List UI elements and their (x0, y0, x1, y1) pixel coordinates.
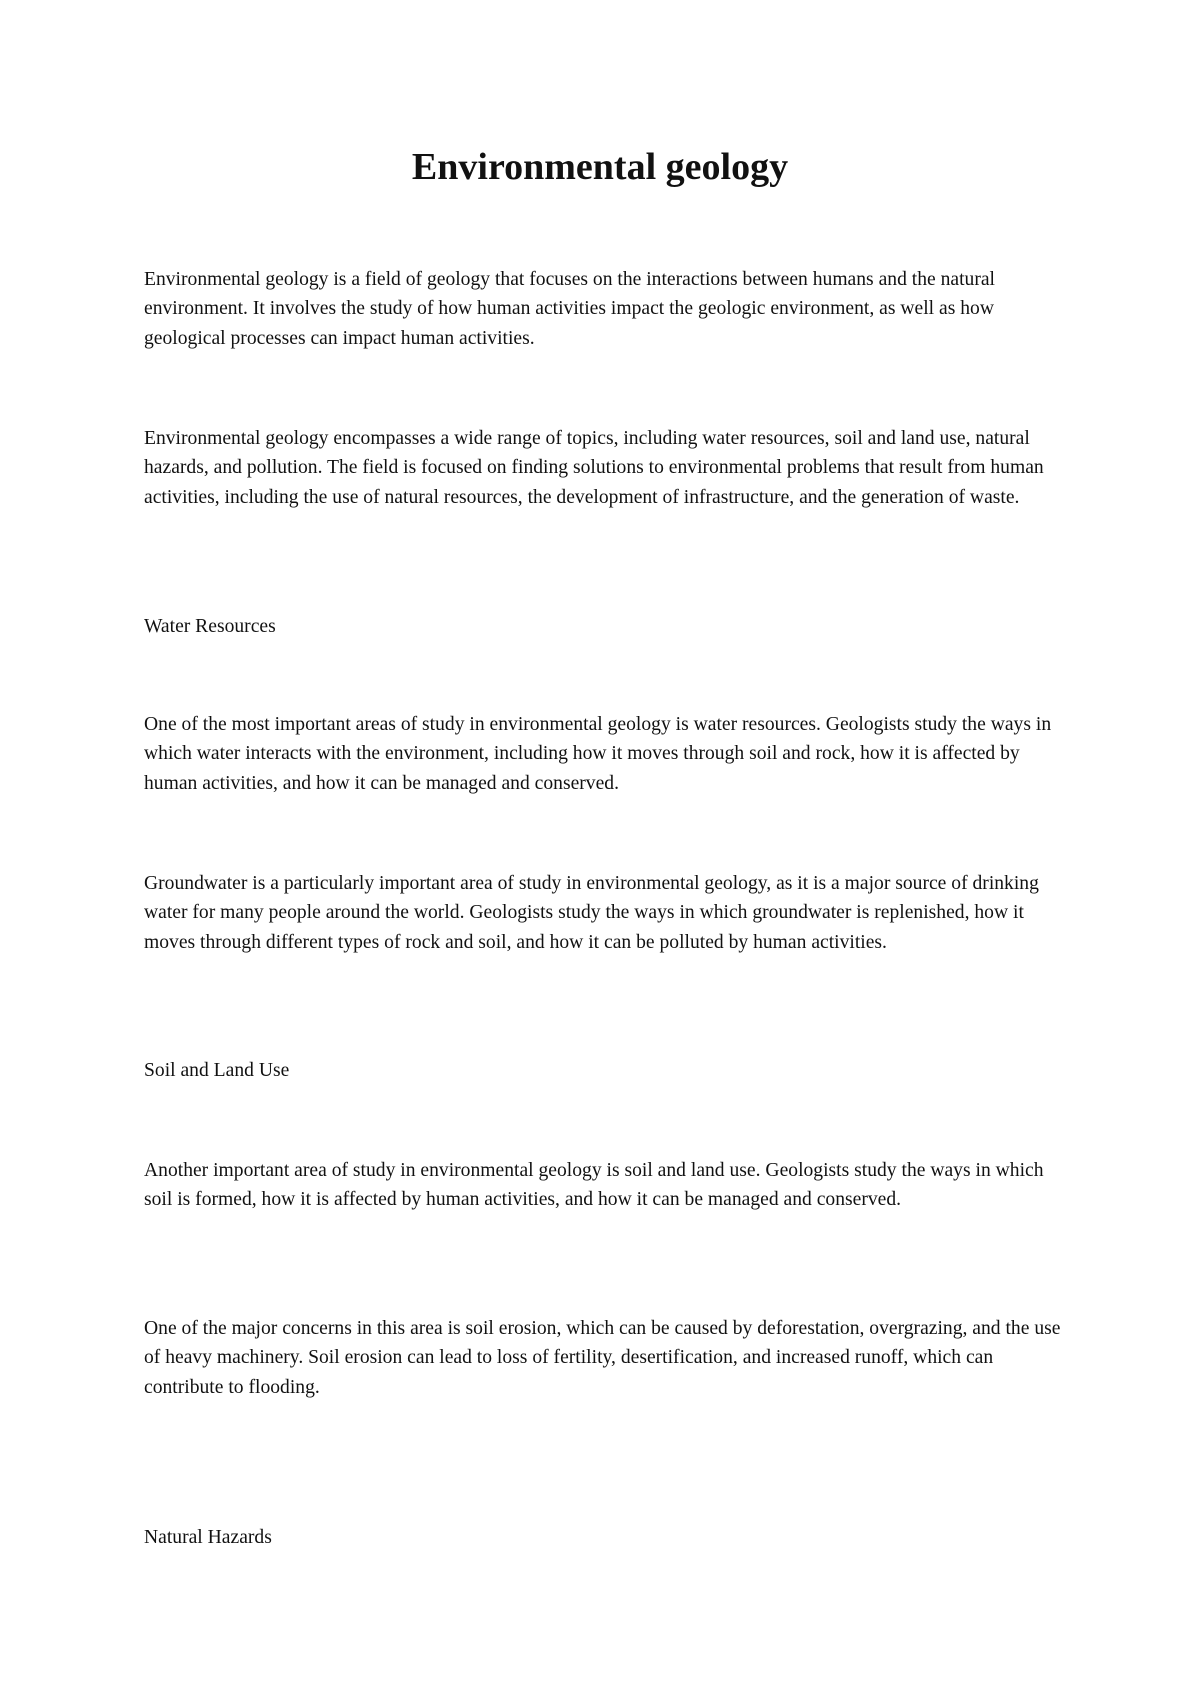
paragraph-intro: Environmental geology is a field of geology that focuses on the interactions between humans and the natural environment. It involves the study of how human activities impact the geologic environment, as well as how geological processes can impact human activities. (144, 269, 995, 349)
paragraph-topics: Environmental geology encompasses a wide range of topics, including water resources, soil and land use, natural hazards, and pollution. The field is focused on finding solutions to environmental problems that result from human activities, including the use of natural resources, the development of infrastructure, and the generation of waste. (144, 428, 1044, 508)
paragraph-groundwater: Groundwater is a particularly important area of study in environmental geology, as it is a major source of drinking water for many people around the world. Geologists study the ways in which groundwater is replenished, how it moves through different types of rock and soil, and how it can be polluted by human activities. (144, 873, 1039, 953)
section-heading-natural-hazards: Natural Hazards (144, 1527, 272, 1548)
section-heading-soil-land-use: Soil and Land Use (144, 1060, 290, 1081)
section-heading-water-resources: Water Resources (144, 616, 276, 637)
document-title: Environmental geology (411, 146, 789, 188)
paragraph-soil-erosion: One of the major concerns in this area is soil erosion, which can be caused by deforestation, overgrazing, and the use of heavy machinery. Soil erosion can lead to loss of fertility, desertification, and increased runoff, which can contribute to flooding. (144, 1318, 1061, 1398)
paragraph-soil-land-use: Another important area of study in environmental geology is soil and land use. Geologists study the ways in which soil is formed, how it is affected by human activities, and how it can be managed and conserved. (144, 1160, 1044, 1211)
paragraph-water-resources: One of the most important areas of study in environmental geology is water resources. Geologists study the ways in which water interacts with the environment, including how it moves through soil and rock, how it is affected by human activities, and how it can be managed and conserved. (144, 714, 1052, 794)
